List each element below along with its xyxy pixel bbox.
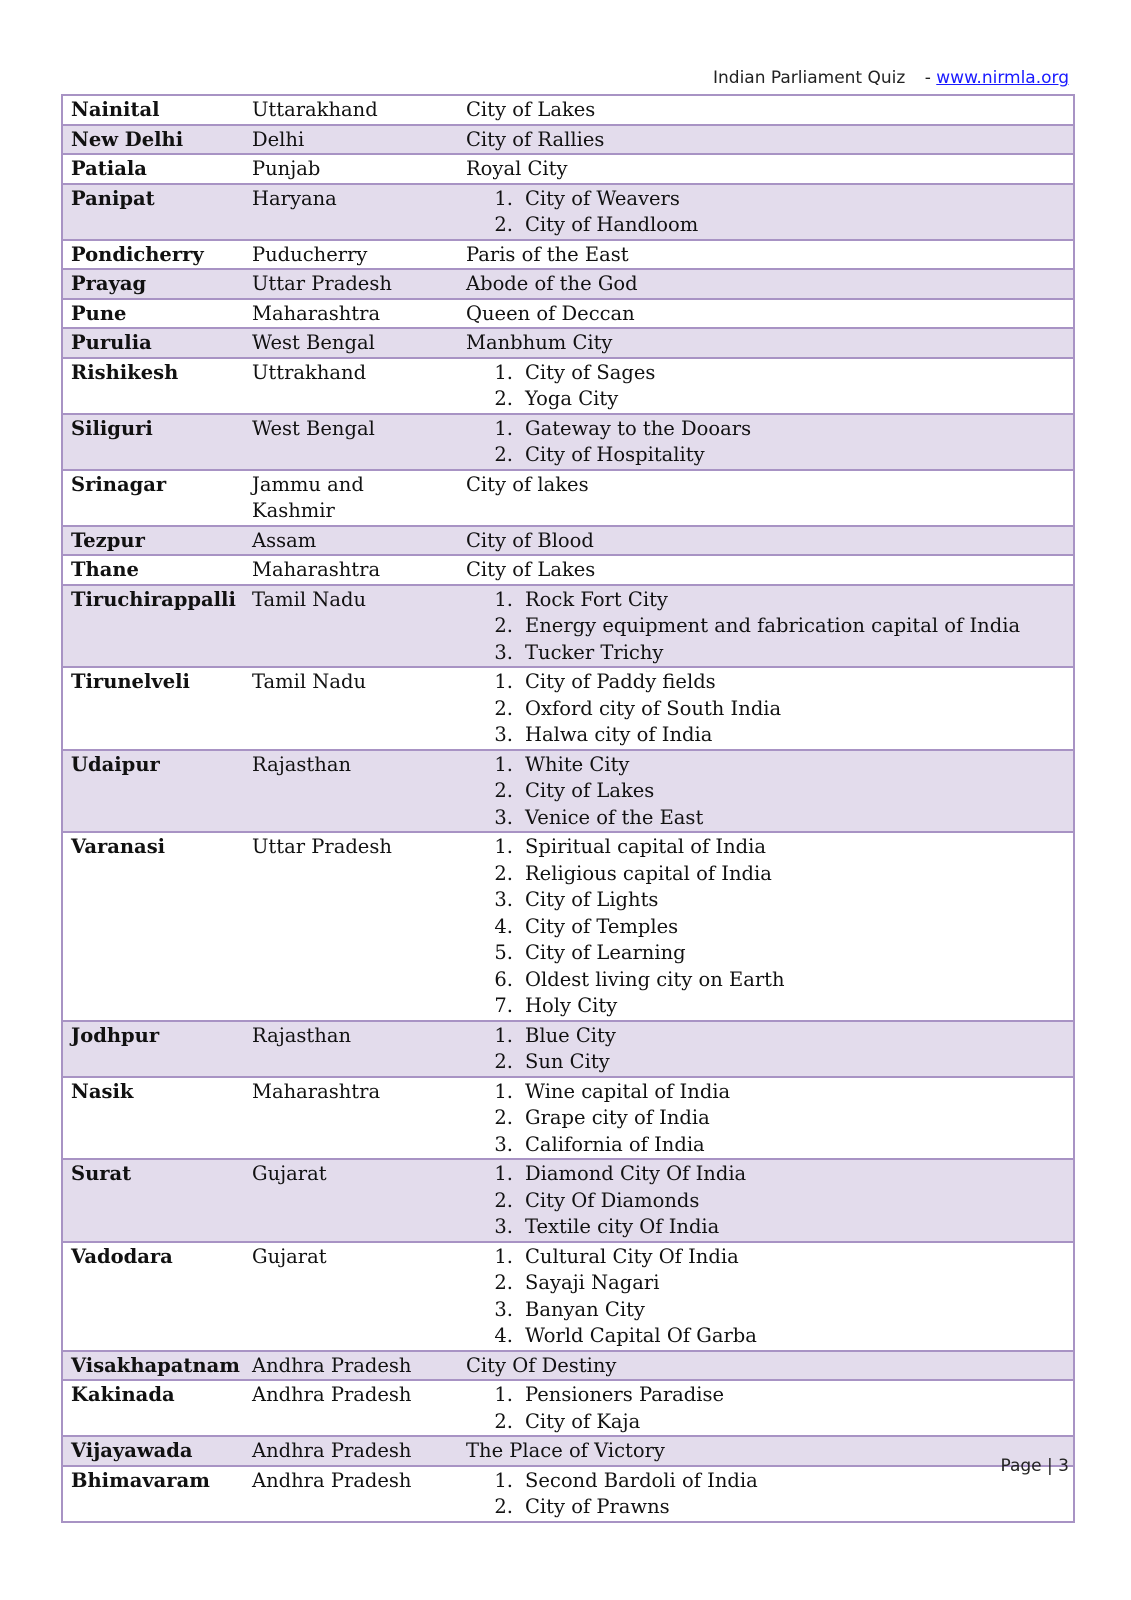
nickname-cell — [458, 240, 1074, 270]
list-item — [466, 386, 1065, 413]
list-number: 2. — [494, 1188, 513, 1212]
list-number: 2. — [494, 1409, 513, 1433]
nickname: Banyan City — [525, 1297, 645, 1321]
list-item — [466, 442, 1065, 469]
nickname: City of Sages — [525, 360, 656, 384]
table-row — [62, 184, 1074, 240]
state-name: Assam — [244, 526, 458, 556]
list-item — [466, 967, 1065, 994]
state-name: Tamil Nadu — [244, 585, 458, 668]
state-name: Maharashtra — [244, 299, 458, 329]
list-item — [466, 360, 1065, 387]
nickname: Energy equipment and fabrication capital of India — [525, 614, 1021, 637]
city-name: Tezpur — [62, 526, 244, 556]
nickname-list — [466, 1468, 1065, 1521]
city-name: Pune — [62, 299, 244, 329]
list-item — [466, 1468, 1065, 1495]
list-number: 2. — [494, 861, 513, 885]
nickname: Second Bardoli of India — [525, 1468, 758, 1492]
state-name: Uttrakhand — [244, 358, 458, 414]
nickname: City of Lights — [525, 888, 659, 911]
list-number: 7. — [494, 994, 513, 1017]
list-number: 3. — [494, 723, 513, 746]
nickname-cell — [458, 832, 1074, 1021]
nickname-list — [466, 186, 1065, 239]
city-name: Bhimavaram — [62, 1466, 244, 1522]
city-name: Thane — [62, 555, 244, 585]
table-row — [62, 1466, 1074, 1522]
nickname-cell — [458, 95, 1074, 125]
city-name: Siliguri — [62, 414, 244, 470]
state-name: Maharashtra — [244, 1077, 458, 1160]
city-name: Patiala — [62, 154, 244, 184]
nickname: Sun City — [525, 1050, 610, 1073]
city-name: Nainital — [62, 95, 244, 125]
city-name: Tiruchirappalli — [62, 585, 244, 668]
nickname: Tucker Trichy — [525, 640, 664, 664]
list-item — [466, 805, 1065, 832]
list-item — [466, 416, 1065, 443]
city-name: Varanasi — [62, 832, 244, 1021]
list-number: 1. — [494, 670, 513, 693]
table-row — [62, 1242, 1074, 1351]
list-item — [466, 834, 1065, 861]
page-header — [713, 68, 1069, 88]
table-row — [62, 470, 1074, 526]
list-number: 3. — [494, 1132, 513, 1156]
table-row — [62, 750, 1074, 833]
nickname: City of lakes — [466, 472, 589, 496]
city-nicknames-table — [61, 94, 1075, 1523]
list-number: 1. — [494, 1468, 513, 1492]
list-number: 1. — [494, 1244, 513, 1268]
list-item — [466, 1161, 1065, 1188]
nickname-cell — [458, 1242, 1074, 1351]
state-name: Haryana — [244, 184, 458, 240]
list-number: 5. — [494, 941, 513, 964]
city-name: Jodhpur — [62, 1021, 244, 1077]
page-number: 3 — [1058, 1456, 1069, 1476]
nickname-cell — [458, 1351, 1074, 1381]
list-item — [466, 722, 1065, 749]
state-name: Uttar Pradesh — [244, 269, 458, 299]
list-item — [466, 778, 1065, 805]
list-item — [466, 752, 1065, 779]
table-row — [62, 269, 1074, 299]
state-name: Rajasthan — [244, 1021, 458, 1077]
nickname: Spiritual capital of India — [525, 835, 767, 858]
city-name: Udaipur — [62, 750, 244, 833]
nickname: City of Blood — [466, 528, 594, 552]
list-number: 3. — [494, 1215, 513, 1238]
list-item — [466, 887, 1065, 914]
state-name: Puducherry — [244, 240, 458, 270]
nickname-cell — [458, 1466, 1074, 1522]
footer-separator: | — [1047, 1456, 1053, 1476]
state-name: Delhi — [244, 125, 458, 155]
nickname: Abode of the God — [466, 272, 638, 295]
nickname: Diamond City Of India — [525, 1162, 747, 1185]
table-row — [62, 154, 1074, 184]
table-row — [62, 1077, 1074, 1160]
nickname: Oxford city of South India — [525, 696, 782, 720]
nickname: City of Hospitality — [525, 443, 705, 466]
list-number: 2. — [494, 779, 513, 802]
list-item — [466, 640, 1065, 667]
nickname-cell — [458, 1021, 1074, 1077]
list-number: 3. — [494, 888, 513, 911]
table-row — [62, 585, 1074, 668]
list-item — [466, 186, 1065, 213]
nickname: Religious capital of India — [525, 861, 772, 885]
city-name: Visakhapatnam — [62, 1351, 244, 1381]
city-name: Nasik — [62, 1077, 244, 1160]
nickname: Holy City — [525, 994, 618, 1017]
nickname: City Of Diamonds — [525, 1188, 700, 1212]
table-row — [62, 667, 1074, 750]
list-item — [466, 1323, 1065, 1350]
table-row — [62, 328, 1074, 358]
header-title: Indian Parliament Quiz — [712, 68, 906, 88]
nickname: The Place of Victory — [466, 1439, 665, 1462]
list-item — [466, 993, 1065, 1020]
nickname-cell — [458, 1436, 1074, 1466]
nickname: City of Rallies — [466, 127, 605, 151]
state-name: Tamil Nadu — [244, 667, 458, 750]
nickname: City of Lakes — [466, 98, 596, 121]
nickname-list — [466, 416, 1065, 469]
city-name: Srinagar — [62, 470, 244, 526]
list-number: 1. — [494, 416, 513, 440]
nickname: City of Temples — [525, 914, 679, 938]
table-row — [62, 832, 1074, 1021]
city-name: New Delhi — [62, 125, 244, 155]
table-row — [62, 1351, 1074, 1381]
list-number: 2. — [494, 1271, 513, 1294]
list-number: 1. — [494, 752, 513, 776]
list-number: 2. — [494, 696, 513, 720]
state-name: Uttarakhand — [244, 95, 458, 125]
list-number: 2. — [494, 387, 513, 410]
list-number: 4. — [494, 1324, 513, 1347]
list-number: 2. — [494, 213, 513, 236]
list-item — [466, 1494, 1065, 1521]
nickname: City Of Destiny — [466, 1353, 617, 1377]
list-number: 1. — [494, 1162, 513, 1185]
list-item — [466, 696, 1065, 723]
nickname-cell — [458, 154, 1074, 184]
table-row — [62, 358, 1074, 414]
city-name: Pondicherry — [62, 240, 244, 270]
list-item — [466, 669, 1065, 696]
nickname-list — [466, 1023, 1065, 1076]
state-name: West Bengal — [244, 328, 458, 358]
nickname-cell — [458, 358, 1074, 414]
list-item — [466, 1409, 1065, 1436]
city-name: Kakinada — [62, 1380, 244, 1436]
state-name: Andhra Pradesh — [244, 1436, 458, 1466]
list-number: 2. — [494, 614, 513, 637]
state-name: Jammu and Kashmir — [244, 470, 458, 526]
nickname-cell — [458, 667, 1074, 750]
list-number: 1. — [494, 1023, 513, 1047]
state-name: Punjab — [244, 154, 458, 184]
nickname: Venice of the East — [525, 805, 704, 829]
list-number: 1. — [494, 587, 513, 611]
list-item — [466, 1079, 1065, 1106]
table-row — [62, 125, 1074, 155]
list-item — [466, 940, 1065, 967]
list-item — [466, 613, 1065, 640]
nickname-list — [466, 1382, 1065, 1435]
state-name: West Bengal — [244, 414, 458, 470]
nickname-cell — [458, 125, 1074, 155]
city-name: Rishikesh — [62, 358, 244, 414]
list-number: 1. — [494, 1383, 513, 1406]
list-number: 1. — [494, 186, 513, 210]
nickname-list — [466, 834, 1065, 1020]
list-item — [466, 1214, 1065, 1241]
nickname-list — [466, 360, 1065, 413]
table-row — [62, 1159, 1074, 1242]
nickname: City of Handloom — [525, 213, 699, 236]
list-number: 1. — [494, 835, 513, 858]
list-item — [466, 1270, 1065, 1297]
nickname-cell — [458, 414, 1074, 470]
list-item — [466, 1382, 1065, 1409]
table-row — [62, 95, 1074, 125]
nickname: Gateway to the Dooars — [525, 416, 752, 440]
nickname-cell — [458, 526, 1074, 556]
table-row — [62, 240, 1074, 270]
state-name: Maharashtra — [244, 555, 458, 585]
nickname-cell — [458, 1159, 1074, 1242]
table-body — [62, 95, 1074, 1522]
nickname-cell — [458, 750, 1074, 833]
nickname: Oldest living city on Earth — [525, 967, 785, 991]
site-link[interactable]: www.nirmla.org — [936, 68, 1069, 88]
city-name: Panipat — [62, 184, 244, 240]
nickname-cell — [458, 585, 1074, 668]
table-row — [62, 1021, 1074, 1077]
nickname-list — [466, 669, 1065, 749]
nickname: Rock Fort City — [525, 587, 668, 611]
city-name: Surat — [62, 1159, 244, 1242]
nickname-cell — [458, 299, 1074, 329]
state-name: Gujarat — [244, 1159, 458, 1242]
nickname: City of Paddy fields — [525, 670, 716, 693]
nickname: California of India — [525, 1132, 705, 1156]
footer-label: Page — [1000, 1456, 1042, 1476]
list-number: 2. — [494, 1495, 513, 1518]
nickname: Royal City — [466, 157, 568, 180]
nickname: Blue City — [525, 1023, 616, 1047]
nickname: City of Weavers — [525, 186, 680, 210]
nickname-cell — [458, 269, 1074, 299]
nickname: Cultural City Of India — [525, 1244, 739, 1268]
nickname: Wine capital of India — [525, 1079, 731, 1103]
city-name: Tirunelveli — [62, 667, 244, 750]
nickname-cell — [458, 470, 1074, 526]
state-name: Andhra Pradesh — [244, 1351, 458, 1381]
table-row — [62, 526, 1074, 556]
nickname-list — [466, 752, 1065, 832]
nickname: Textile city Of India — [525, 1215, 720, 1238]
nickname-list — [466, 1244, 1065, 1350]
nickname: City of Lakes — [466, 558, 596, 581]
list-number: 1. — [494, 360, 513, 384]
list-item — [466, 1049, 1065, 1076]
nickname: Sayaji Nagari — [525, 1271, 660, 1294]
nickname: Manbhum City — [466, 331, 613, 354]
nickname-cell — [458, 328, 1074, 358]
nickname: Grape city of India — [525, 1106, 710, 1129]
list-number: 2. — [494, 443, 513, 466]
list-item — [466, 1297, 1065, 1324]
list-item — [466, 914, 1065, 941]
nickname: City of Kaja — [525, 1409, 641, 1433]
table-row — [62, 1436, 1074, 1466]
city-name: Prayag — [62, 269, 244, 299]
list-number: 2. — [494, 1106, 513, 1129]
table-row — [62, 299, 1074, 329]
header-separator: - — [924, 68, 931, 88]
nickname: Pensioners Paradise — [525, 1383, 725, 1406]
list-item — [466, 861, 1065, 888]
list-number: 6. — [494, 967, 513, 991]
nickname-list — [466, 1161, 1065, 1241]
nickname: City of Lakes — [525, 779, 655, 802]
nickname-cell — [458, 1077, 1074, 1160]
nickname-cell — [458, 1380, 1074, 1436]
table-row — [62, 414, 1074, 470]
list-item — [466, 587, 1065, 614]
list-item — [466, 1244, 1065, 1271]
city-name: Vadodara — [62, 1242, 244, 1351]
table-row — [62, 1380, 1074, 1436]
state-name: Andhra Pradesh — [244, 1466, 458, 1522]
list-number: 3. — [494, 805, 513, 829]
list-item — [466, 1132, 1065, 1159]
state-name: Uttar Pradesh — [244, 832, 458, 1021]
nickname: City of Learning — [525, 941, 686, 964]
city-name: Purulia — [62, 328, 244, 358]
nickname-list — [466, 1079, 1065, 1159]
list-item — [466, 1188, 1065, 1215]
list-number: 3. — [494, 640, 513, 664]
list-number: 1. — [494, 1079, 513, 1103]
state-name: Rajasthan — [244, 750, 458, 833]
city-name: Vijayawada — [62, 1436, 244, 1466]
nickname: World Capital Of Garba — [525, 1324, 757, 1347]
page-footer — [1000, 1456, 1069, 1476]
nickname: Yoga City — [525, 387, 619, 410]
nickname: Queen of Deccan — [466, 301, 635, 325]
nickname-cell — [458, 555, 1074, 585]
list-number: 2. — [494, 1050, 513, 1073]
state-name: Andhra Pradesh — [244, 1380, 458, 1436]
nickname: Halwa city of India — [525, 723, 713, 746]
nickname-list — [466, 587, 1065, 667]
list-number: 3. — [494, 1297, 513, 1321]
nickname: White City — [525, 752, 630, 776]
state-name: Gujarat — [244, 1242, 458, 1351]
nickname-cell — [458, 184, 1074, 240]
list-item — [466, 1023, 1065, 1050]
list-item — [466, 1105, 1065, 1132]
list-item — [466, 212, 1065, 239]
list-number: 4. — [494, 914, 513, 938]
nickname: Paris of the East — [466, 242, 629, 266]
nickname: City of Prawns — [525, 1495, 670, 1518]
table-row — [62, 555, 1074, 585]
